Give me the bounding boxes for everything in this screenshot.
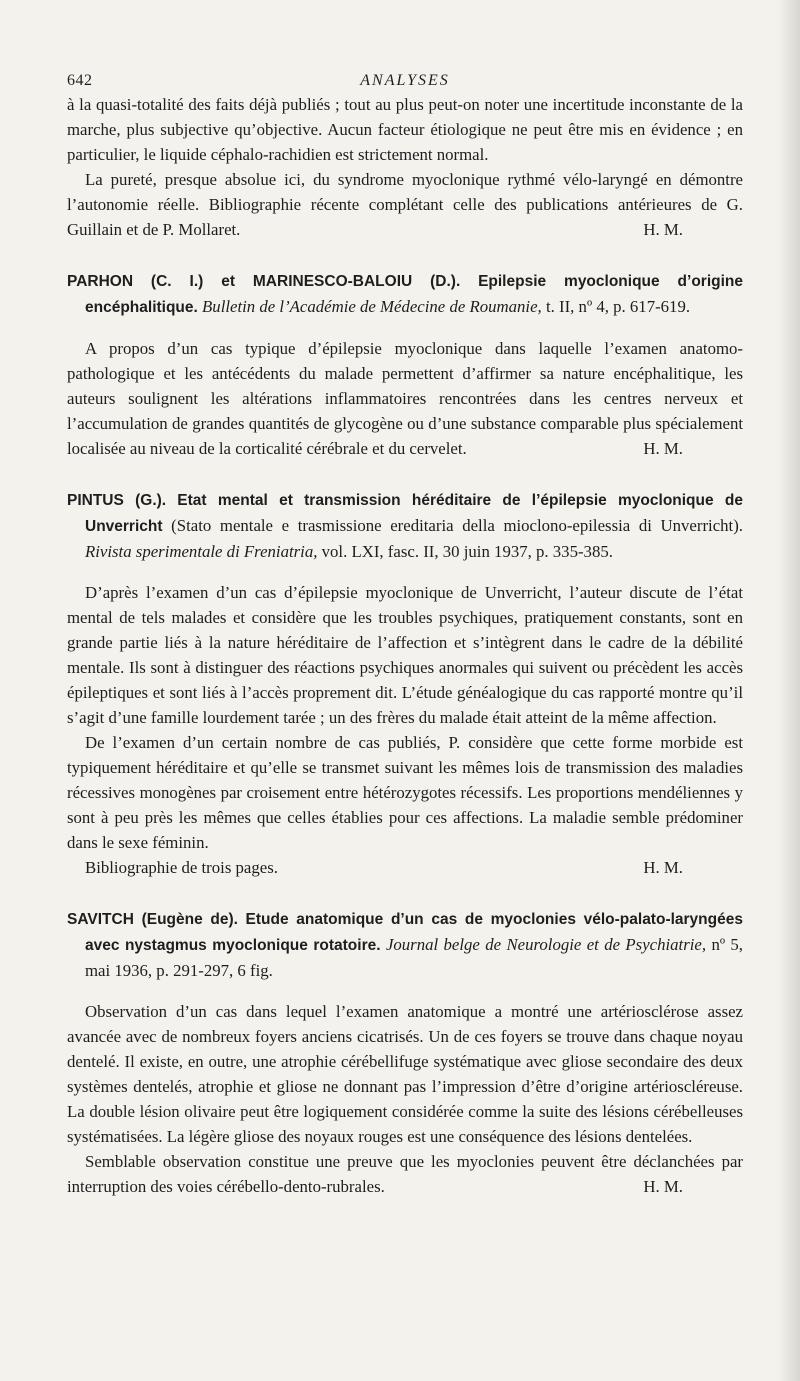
entry-subtitle: (Stato mentale e trasmissione ereditaria della mioclono-epilessia di Unverricht). (171, 516, 743, 535)
entry-authors: SAVITCH (Eugène de). (67, 911, 238, 928)
entry-title: Etat mental et transmission héréditaire de l’épilepsie myoclonique de Unverricht (85, 492, 743, 535)
entry-journal: Journal belge de Neurologie et de Psychiatrie, (385, 935, 707, 954)
intro-paragraph-2: La pureté, presque absolue ici, du syndrome myoclonique rythmé vélo-laryngé en démontre l’autonomie réelle. Bibliographie récente complétant celle des publications antérieures de G. Guillain et de P. Mollaret. H. M. (67, 167, 743, 242)
entry-paragraph: De l’examen d’un certain nombre de cas publiés, P. considère que cette forme morbide est typiquement héréditaire et qu’elle se transmet suivant les mêmes lois de transmission des maladies récessives monogènes par croisement entre hétérozygotes récessifs. Les proportions mendéliennes y sont à peu près les mêmes que celles établies pour ces affections. La maladie semble prédominer dans le sexe féminin. (67, 733, 743, 852)
entry-paragraph: Bibliographie de trois pages. H. M. (67, 855, 743, 880)
journal-page (67, 64, 743, 1199)
entry-authors: PINTUS (G.). (67, 492, 167, 509)
entry-paragraph: Semblable observation constitue une preuve que les myoclonies peuvent être déclanchées par interruption des voies cérébello-dento-rubrales. H. M. (67, 1149, 743, 1199)
intro-paragraph-1: à la quasi-totalité des faits déjà publiés ; tout au plus peut-on noter une incertitude inconstante de la marche, plus subjective qu’objective. Aucun facteur étiologique ne peut être mis en évidence ; en particulier, le liquide céphalo-rachidien est strictement normal. (67, 95, 743, 164)
entry-signature: H. M. (643, 858, 683, 877)
entry-citation: t. II, nº 4, p. 617-619. (545, 297, 691, 316)
section-gap (67, 880, 743, 906)
page-edge-shadow (778, 0, 800, 1381)
entry-citation: vol. LXI, fasc. II, 30 juin 1937, p. 335-385. (321, 542, 613, 561)
section-gap (67, 461, 743, 487)
entry-authors: PARHON (C. I.) et MARINESCO-BALOIU (D.). (67, 273, 461, 290)
review-entry-pintus (67, 487, 743, 880)
entry-heading (67, 487, 743, 564)
entry-signature: H. M. (643, 1177, 683, 1196)
section-gap (67, 242, 743, 268)
intro-signature: H. M. (643, 220, 683, 239)
review-entry-savitch (67, 906, 743, 1199)
entry-signature: H. M. (643, 439, 683, 458)
entry-journal: Rivista sperimentale di Freniatria, (85, 542, 318, 561)
entry-title: Epilepsie myoclonique d’origine encéphalitique. (85, 273, 743, 316)
entry-citation: nº 5, mai 1936, p. 291-297, 6 fig. (85, 935, 743, 980)
entry-heading (67, 268, 743, 320)
entry-paragraph: D’après l’examen d’un cas d’épilepsie myoclonique de Unverricht, l’auteur discute de l’état mental de tels malades et considère que les troubles psychiques, pratiquement constants, sont en grande partie liés à la nature héréditaire de l’affection et s’intègrent dans le cadre de la débilité mentale. Ils sont à distinguer des réactions psychiques anormales qui suivent ou précèdent les accès épileptiques et sont liés à l’accès proprement dit. L’étude généalogique du cas rapporté montre qu’il s’agit d’une famille lourdement tarée ; un des frères du malade était atteint de la même affection. (67, 583, 743, 727)
intro-continuation (67, 92, 743, 242)
entry-paragraph: A propos d’un cas typique d’épilepsie myoclonique dans laquelle l’examen anatomo-pathologique et les antécédents du malade permettent d’affirmer sa nature encéphalitique, les auteurs soulignent les altérations inflammatoires rencontrées dans les centres nerveux et l’accumulation de grandes quantités de glycogène ou d’une substance comparable plus spécialement localisée au niveau de la corticalité cérébrale et du cervelet. H. M. (67, 336, 743, 461)
page-number: 642 (67, 72, 93, 89)
review-entry-parhon (67, 268, 743, 461)
running-title: ANALYSES (360, 72, 450, 89)
page-header (67, 64, 743, 92)
entry-title: Etude anatomique d’un cas de myoclonies vélo-palato-laryngées avec nystagmus myoclonique rotatoire. (85, 911, 743, 954)
entry-journal: Bulletin de l’Académie de Médecine de Roumanie, (202, 297, 542, 316)
entry-heading (67, 906, 743, 983)
entry-paragraph: Observation d’un cas dans lequel l’examen anatomique a montré une artériosclérose assez avancée avec de nombreux foyers anciens cicatrisés. Un de ces foyers se trouve dans chaque noyau dentelé. Il existe, en outre, une atrophie cérébellifuge systématique avec gliose secondaire des deux systèmes dentelés, atrophie et gliose ne donnant pas l’impression d’être d’origine artérioscléreuse. La double lésion olivaire peut être logiquement considérée comme la suite des lésions cérébelleuses systématisées. La légère gliose des noyaux rouges est une conséquence des lésions dentelées. (67, 1002, 743, 1146)
